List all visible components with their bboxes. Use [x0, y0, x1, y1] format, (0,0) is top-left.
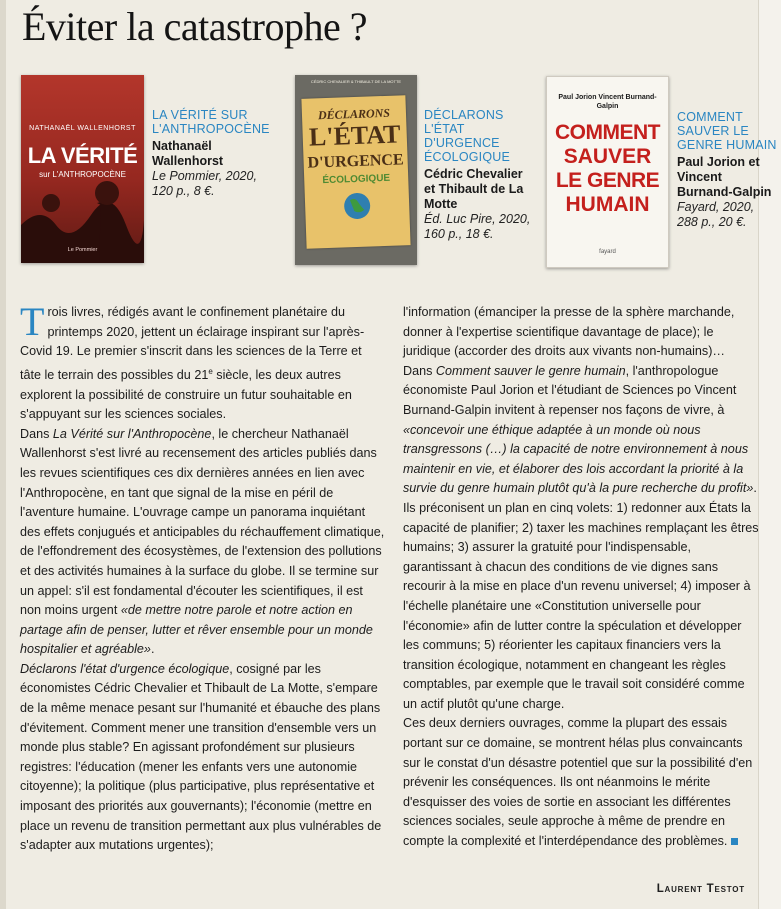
book-cover-comment-sauver: [546, 76, 669, 268]
author-signature: Laurent Testot: [656, 883, 745, 895]
paragraph-book-3: [403, 362, 759, 715]
book-author: Paul Jorion et Vincent Burnand-Galpin: [677, 155, 772, 199]
book-publication: Fayard, 2020, 288 p., 20 €.: [677, 200, 755, 229]
cover-subtitle: sur L'ANTHROPOCÈNE: [39, 170, 126, 179]
quote-italic: «concevoir une éthique adaptée à un monde où nous transgressons (…) la capacité de notre environnement à nous maintenir en vie, et élaborer des lois accordant la priorité à la survie du genre humain plutôt qu'à la pure recherche du profit»: [403, 422, 754, 496]
text-run: l'information (émanciper la presse de la sphère marchande, donner à l'expertise scientifique davantage de place); le juridique (accorder des droits aux vivants non-humains)…: [403, 305, 735, 359]
cover-line-3: LE GENRE: [555, 169, 660, 192]
paragraph-book-2: [20, 660, 385, 856]
book-title-italic: Comment sauver le genre humain: [435, 363, 626, 378]
paragraph-continued: [403, 303, 759, 362]
cover-publisher: fayard: [599, 249, 616, 255]
book-cover-declarons: [295, 75, 417, 265]
text-run: , cosigné par les économistes Cédric Chevalier et Thibault de La Motte, s'empare de la même menace pesant sur l'humanité et ébauche des plans d'évitement. Comment mener une transition d'ensemble vers un monde plus stable? En agissant profondément sur plusieurs registres: l'éducation (mener les enfants vers une autonomie citoyenne); la politique (plus participative, plus représentative et imposant des priorités aux gouvernants); l'économie (mettre en place un revenu de transition permettant aux plus vulnérables de s'adapter aux mutations urgentes);: [20, 661, 382, 853]
book-title: DÉCLARONS L'ÉTAT D'URGENCE ÉCOLOGIQUE: [424, 108, 511, 164]
book-title: LA VÉRITÉ SUR L'ANTHROPOCÈNE: [152, 108, 270, 136]
cover-line-2: L'ÉTAT: [308, 119, 401, 152]
cover-line-4: HUMAIN: [565, 193, 650, 216]
cover-top-text: CÉDRIC CHEVALIER & THIBAULT DE LA MOTTE: [310, 79, 402, 84]
book-title-italic: La Vérité sur l'Anthropocène: [52, 426, 212, 441]
text-run: Dans: [20, 426, 53, 441]
book-info-2: [424, 108, 536, 242]
cover-title: LA VÉRITÉ: [27, 143, 138, 168]
cover-line-4: ÉCOLOGIQUE: [322, 172, 391, 187]
text-run: . Ils préconisent un plan en cinq volets: 1) redonner aux États la capacité de planifier; 2) taxer les machines remplaçant les êtres humains; 3) assurer la gratuité pour l'indispensable, garantissant à chacun des conditions de vie dignes sans recourir à la mise en place d'un revenu universel; 4) imposer à l'échelle planétaire une «Constitution universelle pour l'économie» afin de lutter contre la spéculation et développer les communs; 5) réorienter les capitaux financiers vers la transition écologique, notamment en changeant les règles comptables, par exemple que le travail soit considéré comme un actif plutôt qu'une charge.: [403, 481, 759, 711]
book-author: Cédric Chevalier et Thibault de La Motte: [424, 167, 524, 211]
article-column-2: [403, 303, 759, 852]
book-title-italic: Déclarons l'état d'urgence écologique: [20, 661, 230, 676]
book-cover-la-verite: [21, 75, 144, 263]
cover-line-3: D'URGENCE: [307, 151, 404, 172]
text-run: Dans: [403, 363, 436, 378]
cover-publisher: Le Pommier: [67, 247, 98, 253]
cover-line-2: SAUVER: [563, 145, 652, 168]
cover-author: NATHANAËL WALLENHORST: [29, 125, 136, 132]
text-run: .: [150, 642, 155, 657]
quote-italic: «de mettre notre parole et notre action en partage afin de penser, lutter et rêver ensemble pour un monde hospitalier et agréable»: [20, 603, 373, 657]
book-author: Nathanaël Wallenhorst: [152, 139, 224, 168]
book-publication: Le Pommier, 2020, 120 p., 8 €.: [152, 169, 257, 198]
text-run: , le chercheur Nathanaël Wallenhorst s'est livré au recensement des articles publiés dans les revues scientifiques ces dix dernières années en lien avec l'Anthropocène, en tant que signal de la mise en péril de l'aventure humaine. L'ouvrage campe un panorama inquiétant des effets conjugués et anticipables du réchauffement climatique, de l'effondrement des écosystèmes, de l'extension des pollutions et des activités humaines à la surface du globe. Il se termine sur un appel: s'il est fondamental d'écouter les scientifiques, il est non moins urgent: [20, 426, 385, 618]
paragraph-intro: [20, 299, 385, 425]
page-gutter: [0, 0, 6, 909]
text-run: Ces deux derniers ouvrages, comme la plupart des essais portant sur ce domaine, se montrent hélas plus convaincants sur le constat d'un désastre potentiel que sur la possibilité d'en prévenir les conséquences. Ils ont néanmoins le mérite d'esquisser des voies de sortie en associant les différentes sciences sociales, seule approche à même de prendre en compte la complexité et l'interdépendance des problèmes.: [403, 716, 753, 849]
article-column-1: [20, 299, 385, 856]
book-publication: Éd. Luc Pire, 2020, 160 p., 18 €.: [424, 212, 531, 241]
text-run: rois livres, rédigés avant le confinement planétaire du printemps 2020, jettent un éclairage inspirant sur l'après-Covid 19. Le premier s'inscrit dans les sciences de la Terre et tâte le terrain des possibles du 21: [20, 305, 365, 382]
cover-artwork: [21, 75, 144, 263]
cover-placard: [301, 95, 410, 249]
book-title: COMMENT SAUVER LE GENRE HUMAIN: [677, 110, 777, 152]
drop-cap: T: [20, 299, 45, 344]
article-title: Éviter la catastrophe ?: [22, 4, 367, 49]
cover-line-1: COMMENT: [555, 121, 660, 144]
text-run: , l'anthropologue économiste Paul Jorion et l'étudiant de Sciences po Vincent Burnand-Galpin invitent à repenser nos façons de vivre, à: [403, 363, 737, 417]
superscript: e: [208, 366, 213, 376]
text-run: siècle, les deux autres explorent la possibilité de construire un futur souhaitable en s'appuyant sur les sciences sociales.: [20, 367, 352, 422]
book-info-1: [152, 108, 280, 199]
cover-author: Paul Jorion Vincent Burnand-Galpin: [558, 94, 657, 110]
book-info-3: [677, 110, 777, 230]
cover-line-1: DÉCLARONS: [317, 105, 391, 123]
paragraph-book-1: [20, 425, 385, 660]
paragraph-conclusion: [403, 714, 759, 851]
end-mark-icon: [731, 838, 738, 845]
globe-icon: [342, 190, 373, 221]
